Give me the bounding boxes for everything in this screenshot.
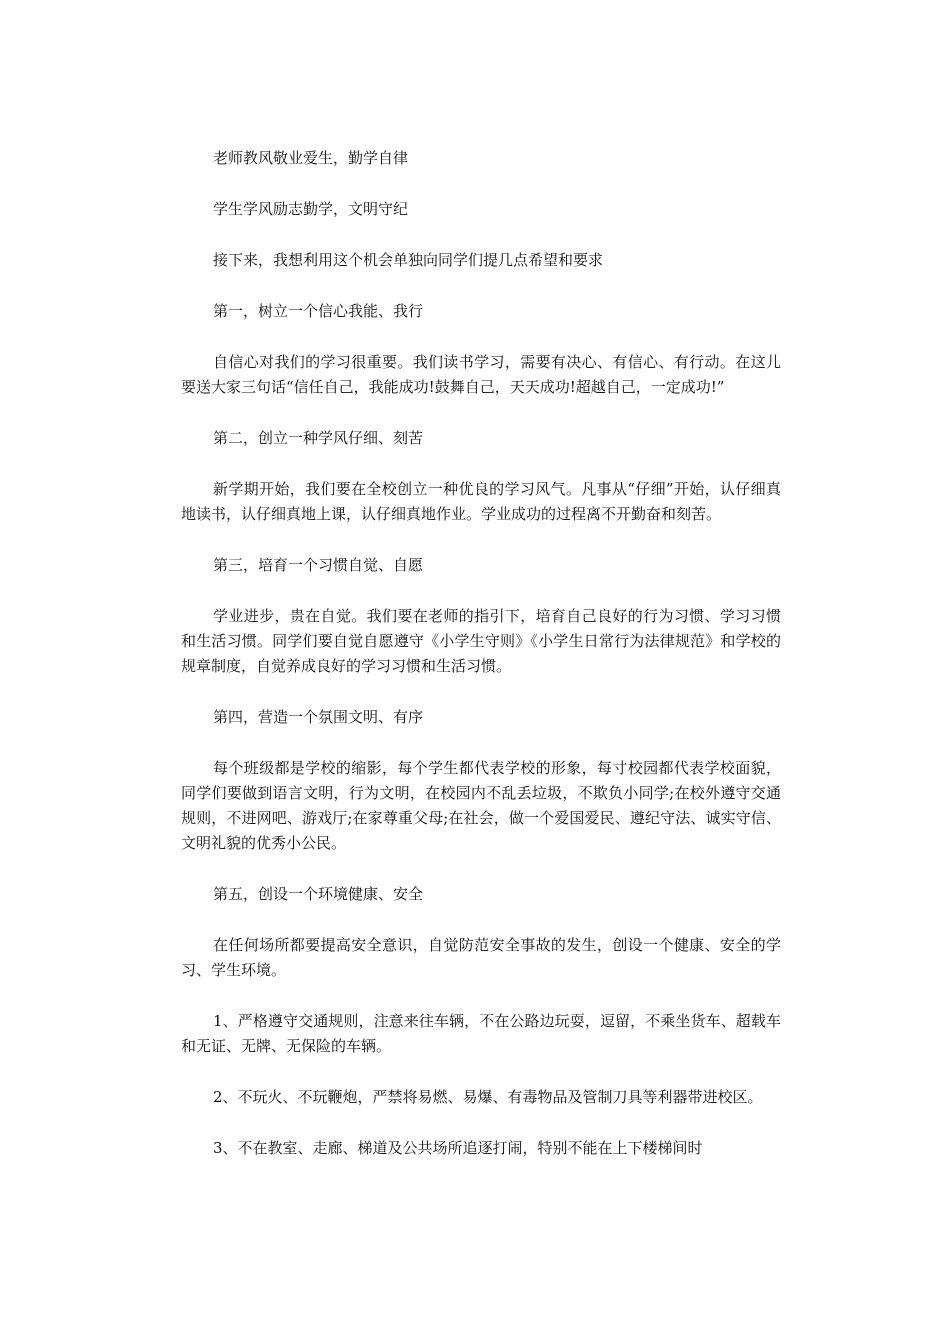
heading-first: 第一，树立一个信心我能、我行	[213, 302, 424, 320]
paragraph-fourth: 每个班级都是学校的缩影，每个学生都代表学校的形象，每寸校园都代表学校面貌，同学们要做到语言文明，行为文明，在校园内不乱丢垃圾，不欺负小同学;在校外遵守交通规则，不进网吧、游戏厅;在家尊重父母;在社会，做一个爱国爱民、遵纪守法、诚实守信、文明礼貌的优秀小公民。	[181, 759, 781, 852]
paragraph-student-style: 学生学风励志勤学，文明守纪	[213, 200, 409, 218]
paragraph-third: 学业进步，贵在自觉。我们要在老师的指引下，培育自己良好的行为习惯、学习习惯和生活习惯。同学们要自觉自愿遵守《小学生守则》《小学生日常行为法律规范》和学校的规章制度，自觉养成良好的学习习惯和生活习惯。	[181, 607, 781, 675]
list-item-1: 1、严格遵守交通规则，注意来往车辆，不在公路边玩耍，逗留，不乘坐货车、超载车和无证、无牌、无保险的车辆。	[181, 1012, 781, 1055]
list-item-2: 2、不玩火、不玩鞭炮，严禁将易燃、易爆、有毒物品及管制刀具等利器带进校区。	[213, 1088, 763, 1106]
document-body	[181, 146, 781, 1161]
heading-fifth: 第五，创设一个环境健康、安全	[213, 885, 424, 903]
paragraph-fifth: 在任何场所都要提高安全意识，自觉防范安全事故的发生，创设一个健康、安全的学习、学生环境。	[181, 936, 781, 979]
paragraph-intro: 接下来，我想利用这个机会单独向同学们提几点希望和要求	[213, 251, 604, 269]
list-item-3: 3、不在教室、走廊、梯道及公共场所追逐打闹，特别不能在上下楼梯间时	[213, 1139, 703, 1157]
heading-third: 第三，培育一个习惯自觉、自愿	[213, 556, 424, 574]
paragraph-second: 新学期开始，我们要在全校创立一种优良的学习风气。凡事从“仔细”开始，认仔细真地读书，认仔细真地上课，认仔细真地作业。学业成功的过程离不开勤奋和刻苦。	[181, 480, 781, 523]
paragraph-teacher-style: 老师教风敬业爱生，勤学自律	[213, 149, 409, 167]
heading-fourth: 第四，营造一个氛围文明、有序	[213, 708, 424, 726]
paragraph-first: 自信心对我们的学习很重要。我们读书学习，需要有决心、有信心、有行动。在这儿要送大家三句话“信任自己，我能成功!鼓舞自己，天天成功!超越自己，一定成功!”	[181, 353, 781, 396]
heading-second: 第二，创立一种学风仔细、刻苦	[213, 429, 424, 447]
